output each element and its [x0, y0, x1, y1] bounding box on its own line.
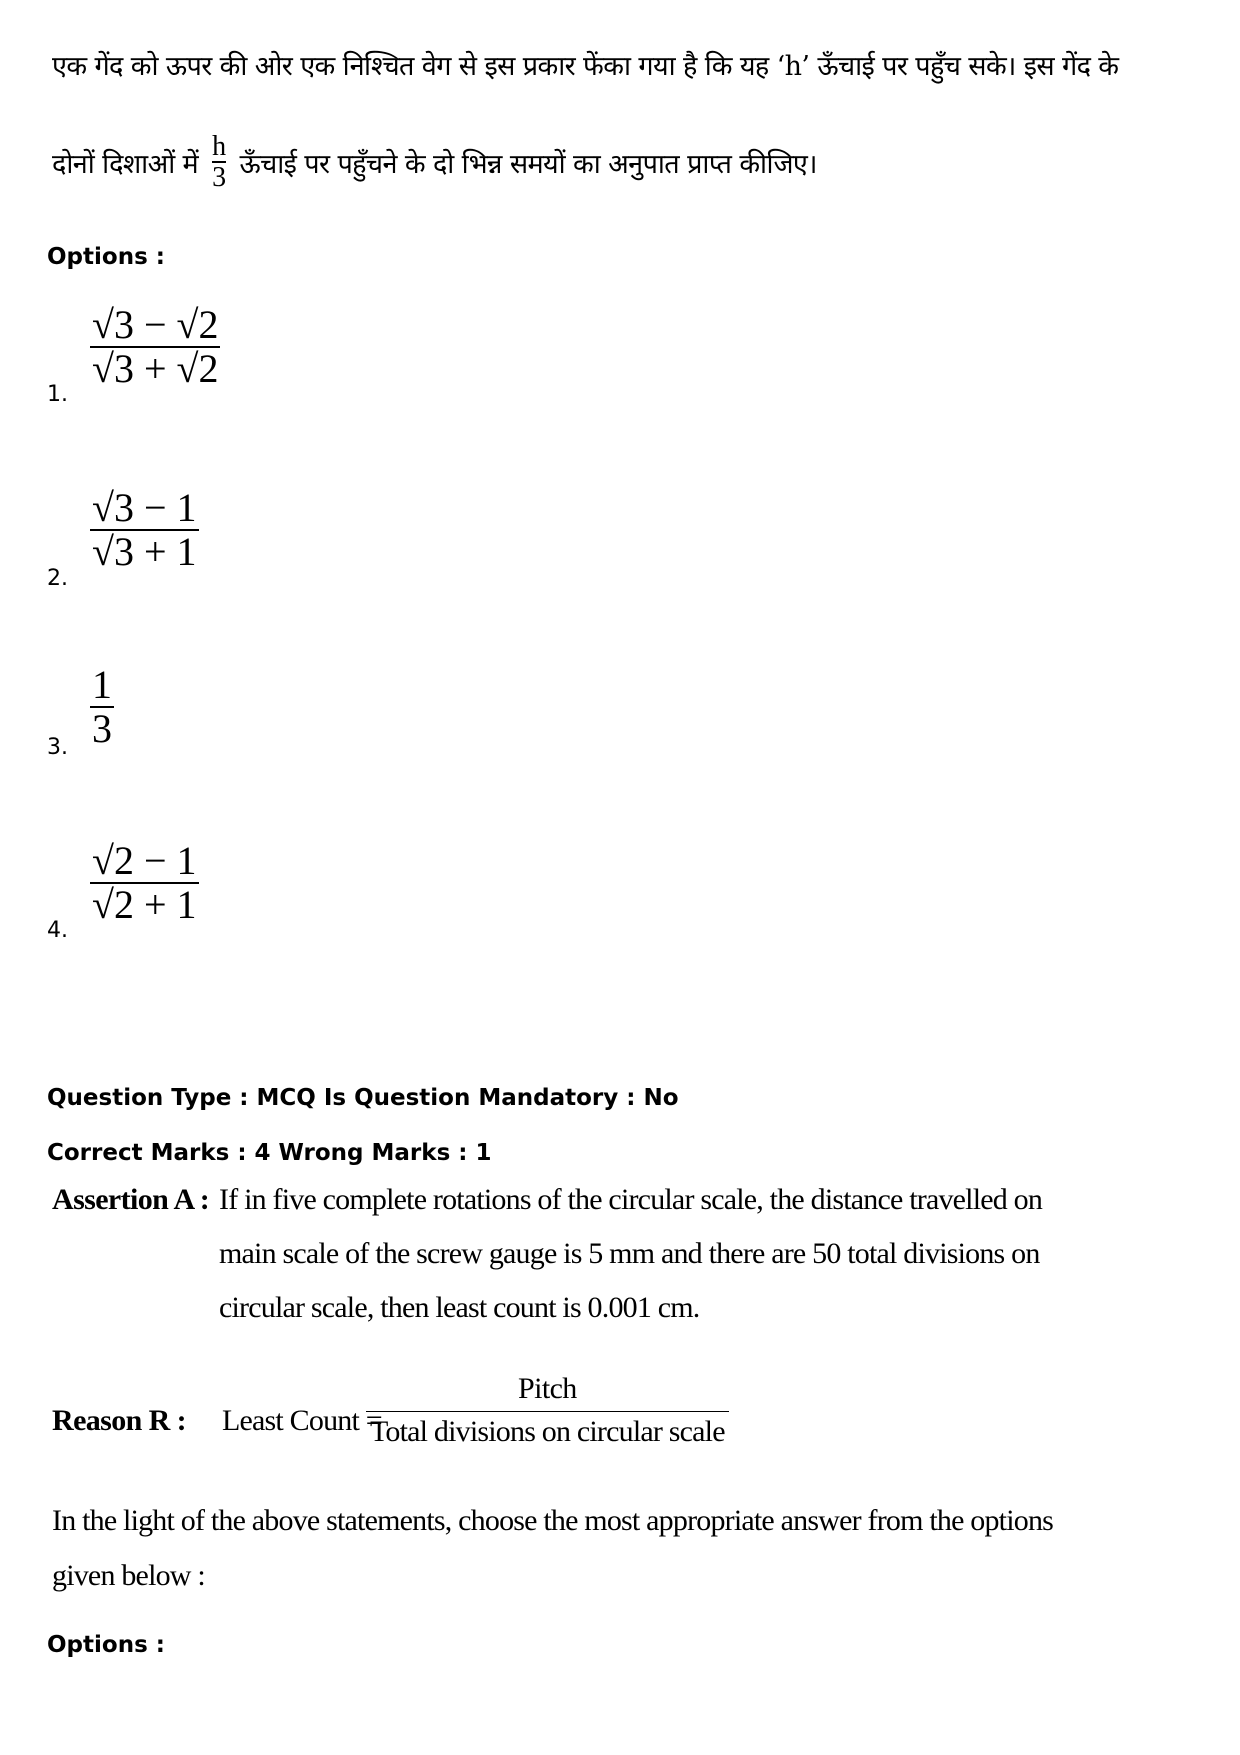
assertion-line-3: circular scale, then least count is 0.001 cm. [219, 1291, 700, 1324]
height-fraction [212, 132, 225, 193]
marks-line: Correct Marks : 4 Wrong Marks : 1 [47, 1140, 492, 1166]
assertion-line-2: main scale of the screw gauge is 5 mm and there are 50 total divisions on [219, 1237, 1040, 1270]
height-fraction-numerator: h [212, 131, 226, 162]
question-1-line-1: एक गेंद को ऊपर की ओर एक निश्चित वेग से इस प्रकार फेंका गया है कि यह ‘h’ ऊँचाई पर पहुँच सके। इस गेंद के [52, 51, 1119, 82]
instruction-line-2: given below : [52, 1559, 205, 1592]
assertion-label: Assertion A : [52, 1183, 210, 1216]
option-3-denominator: 3 [92, 706, 112, 751]
option-2-number: 2. [47, 566, 68, 591]
question-1-line-2 [52, 132, 817, 193]
option-3-numerator: 1 [92, 662, 112, 707]
option-1-number: 1. [47, 382, 68, 407]
assertion-line-1: If in five complete rotations of the circular scale, the distance travelled on [219, 1183, 1043, 1216]
options-label-1: Options : [47, 244, 165, 270]
option-2-fraction [90, 487, 199, 573]
option-1-denominator: √3 + √2 [92, 346, 219, 391]
option-4-numerator: √2 − 1 [92, 838, 197, 883]
option-1-fraction [90, 304, 220, 390]
question-1-line-2-end: ऊँचाई पर पहुँचने के दो भिन्न समयों का अनुपात प्राप्त कीजिए। [239, 148, 817, 180]
option-4-denominator: √2 + 1 [92, 882, 197, 927]
reason-label: Reason R : [52, 1404, 186, 1437]
option-2-denominator: √3 + 1 [92, 529, 197, 574]
reason-lhs: Least Count = [222, 1404, 382, 1437]
question-type-line: Question Type : MCQ Is Question Mandatory : No [47, 1085, 679, 1111]
question-1-line-2-start: दोनों दिशाओं में [52, 148, 199, 180]
instruction-line-1: In the light of the above statements, choose the most appropriate answer from the options [52, 1504, 1054, 1537]
option-3-number: 3. [47, 735, 68, 760]
least-count-denominator: Total divisions on circular scale [370, 1414, 725, 1448]
options-label-2: Options : [47, 1632, 165, 1658]
option-4-number: 4. [47, 918, 68, 943]
least-count-fraction [366, 1373, 729, 1447]
option-1-numerator: √3 − √2 [92, 302, 219, 347]
option-4-fraction [90, 840, 199, 926]
least-count-numerator: Pitch [518, 1372, 577, 1405]
height-fraction-denominator: 3 [212, 162, 226, 194]
option-3-fraction [90, 664, 114, 750]
option-2-numerator: √3 − 1 [92, 485, 197, 530]
